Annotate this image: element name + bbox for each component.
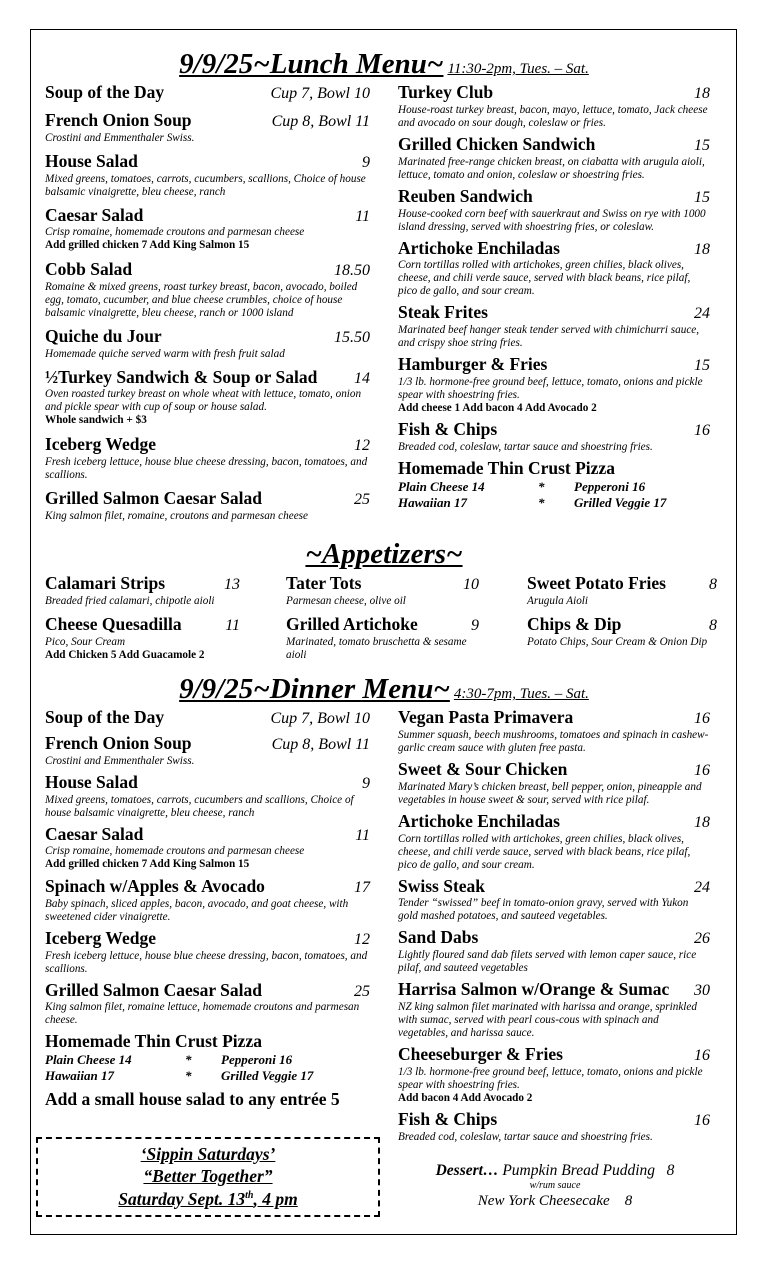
menu-item-row [45, 259, 370, 281]
menu-item [398, 354, 710, 415]
item-description: Summer squash, beech mushrooms, tomatoes and spinach in cashew-garlic cream sauce with gluten free pasta. [398, 728, 709, 754]
menu-item [45, 733, 370, 768]
item-description: NZ king salmon filet marinated with harissa and orange, sprinkled with sumac, served with pearl cous-cous with spinach and vegetables, and harissa sauce. [398, 1001, 697, 1040]
item-name: Vegan Pasta Primavera [398, 707, 574, 727]
pizza-option: Plain Cheese 14 [45, 1052, 132, 1068]
menu-item [398, 927, 710, 975]
item-name: Soup of the Day [45, 82, 165, 102]
item-price: 15 [694, 136, 710, 154]
item-price: 15 [694, 357, 710, 375]
menu-item-row [398, 82, 710, 104]
item-price: 11 [225, 616, 240, 634]
dessert-line-2 [390, 1192, 720, 1212]
item-addons: Add Chicken 5 Add Guacamole 2 [45, 648, 205, 661]
item-description: Marinated beef hanger steak tender served with chimichurri sauce, and crispy shoe string fries. [398, 324, 700, 350]
lunch-right-column [398, 82, 710, 511]
item-name: Swiss Steak [398, 875, 486, 896]
dinner-right-column [398, 707, 710, 1148]
dessert-line-1 [390, 1162, 720, 1179]
menu-item-row [398, 354, 710, 376]
spacer [398, 1144, 710, 1148]
menu-item [398, 876, 710, 924]
menu-item [398, 979, 710, 1040]
dinner-title: 9/9/25~Dinner Menu~ [179, 673, 450, 705]
item-price: 24 [694, 878, 710, 896]
item-description: Corn tortillas rolled with artichokes, green chilies, black olives, cheese, and chili verde sauce, served with black beans, rice pilaf, pico de gallo, and sour cream. [398, 259, 691, 298]
item-description: Marinated Mary’s chicken breast, bell pepper, onion, pineapple and vegetables in house sweet & sour, served with rice pilaf. [398, 780, 702, 806]
item-name: Quiche du Jour [45, 325, 162, 346]
menu-item-row [398, 238, 710, 260]
menu-item [45, 928, 370, 976]
pizza-name: Homemade Thin Crust Pizza [398, 458, 615, 479]
item-name: French Onion Soup [45, 109, 192, 130]
item-name: Hamburger & Fries [398, 354, 548, 375]
item-name: Artichoke Enchiladas [398, 237, 560, 258]
item-name: Caesar Salad [45, 204, 144, 225]
dessert-price-2: 8 [624, 1193, 633, 1210]
item-name: Harrisa Salmon w/Orange & Sumac [398, 979, 670, 1000]
item-addons: Add grilled chicken 7 Add King Salmon 15 [45, 239, 250, 252]
menu-item-row [527, 573, 717, 595]
lunch-header [0, 50, 768, 79]
item-description: Crisp romaine, homemade croutons and parmesan cheese [45, 226, 305, 239]
item-name: Fish & Chips [398, 1109, 498, 1130]
menu-item-row [45, 434, 370, 456]
menu-item [286, 614, 479, 662]
menu-item-row [398, 419, 710, 441]
menu-item-row [398, 811, 710, 833]
promo-line-1: ‘Sippin Saturdays’ [140, 1144, 276, 1164]
dinner-hours: 4:30-7pm, Tues. – Sat. [453, 686, 589, 702]
pizza-separator: * [185, 1052, 192, 1068]
menu-item-row [398, 927, 710, 949]
item-price: 10 [463, 576, 479, 593]
item-price: 18 [694, 85, 710, 102]
menu-item [45, 876, 370, 924]
pizza-options-row [45, 1068, 370, 1084]
pizza-options-row [398, 495, 710, 511]
dinner-header [0, 675, 768, 704]
menu-item-row [398, 876, 710, 898]
item-name: Spinach w/Apples & Avocado [45, 875, 265, 896]
item-description: King salmon filet, romaine, croutons and parmesan cheese [45, 509, 308, 522]
menu-item [45, 82, 370, 104]
item-price: 30 [694, 982, 710, 1000]
menu-item-row [398, 759, 710, 781]
appetizers-column-1 [45, 573, 240, 668]
item-name: Cheese Quesadilla [45, 613, 182, 634]
pizza-section [398, 458, 710, 511]
item-name: French Onion Soup [45, 732, 192, 753]
item-price: 15.50 [334, 328, 370, 346]
item-name: Turkey Club [398, 82, 494, 102]
menu-item [45, 824, 370, 872]
menu-item-row [286, 614, 479, 636]
item-price: 16 [694, 710, 710, 727]
item-price: 12 [354, 436, 370, 454]
item-description: 1/3 lb. hormone-free ground beef, lettuce, tomato, onions and pickle spear with shoestring fries. [398, 376, 703, 402]
spacer [45, 662, 240, 668]
item-description: Crostini and Emmenthaler Swiss. [45, 131, 195, 144]
menu-item [398, 302, 710, 350]
menu-item-row [45, 928, 370, 950]
item-description: Mixed greens, tomatoes, carrots, cucumbers and scallions, Choice of house balsamic vinaigrette, bleu cheese, ranch [45, 793, 354, 819]
item-name: Fish & Chips [398, 419, 498, 440]
item-description: Fresh iceberg lettuce, house blue cheese dressing, bacon, tomatoes, and scallions. [45, 455, 368, 481]
menu-item-row [45, 573, 240, 595]
menu-item [45, 614, 240, 662]
item-price: 9 [471, 616, 479, 634]
item-price: 18.50 [334, 261, 370, 279]
item-description: Potato Chips, Sour Cream & Onion Dip [527, 635, 708, 648]
item-description: Breaded fried calamari, chipotle aioli [45, 594, 215, 607]
item-sizes: Cup 8, Bowl 11 [271, 112, 370, 130]
menu-item [398, 134, 710, 182]
pizza-options-row [398, 479, 710, 495]
menu-item-row [45, 824, 370, 846]
add-salad-note: Add a small house salad to any entrée 5 [45, 1088, 340, 1109]
promo-line-2: “Better Together” [143, 1166, 273, 1187]
menu-item [45, 205, 370, 253]
pizza-option: Pepperoni 16 [574, 478, 646, 494]
item-name: Soup of the Day [45, 707, 165, 727]
menu-item-row [45, 1031, 370, 1052]
menu-item [398, 811, 710, 872]
item-addons: Add cheese 1 Add bacon 4 Add Avocado 2 [398, 402, 597, 415]
menu-item [398, 759, 710, 807]
item-name: Caesar Salad [45, 823, 144, 844]
pizza-separator: * [538, 478, 545, 494]
item-description: Romaine & mixed greens, roast turkey breast, bacon, avocado, boiled egg, tomato, cucumber, and blue cheese crumbles, choice of house balsamic vinaigrette, bleu cheese, ranch or 1000 island [45, 280, 358, 319]
menu-item [398, 419, 710, 454]
item-price: 18 [694, 240, 710, 258]
menu-item-row [398, 134, 710, 156]
item-sizes: Cup 8, Bowl 11 [271, 735, 370, 753]
menu-item [45, 980, 370, 1028]
pizza-section [45, 1031, 370, 1084]
menu-item-row [45, 488, 370, 510]
item-name: Sweet Potato Fries [527, 573, 666, 593]
menu-item-row [45, 82, 370, 104]
item-name: House Salad [45, 771, 138, 792]
menu-item-row [45, 772, 370, 794]
dessert-item-2: New York Cheesecake [477, 1193, 610, 1210]
appetizers-header [0, 540, 768, 569]
item-description: Arugula Aioli [527, 594, 589, 607]
dessert-note: w/rum sauce [529, 1180, 581, 1192]
item-name: Tater Tots [286, 573, 362, 593]
item-name: Iceberg Wedge [45, 927, 156, 948]
menu-item [527, 614, 717, 649]
dessert-section [390, 1162, 720, 1212]
lunch-left-column [45, 82, 370, 529]
item-addons: Add bacon 4 Add Avocado 2 [398, 1091, 533, 1104]
appetizers-column-3 [527, 573, 717, 655]
item-price: 16 [694, 1112, 710, 1130]
item-price: 11 [355, 826, 370, 844]
dessert-item-1: Pumpkin Bread Pudding [502, 1162, 656, 1179]
menu-item [45, 488, 370, 523]
menu-item-row [398, 458, 710, 479]
menu-item-row [45, 733, 370, 755]
menu-item [45, 110, 370, 145]
promo-box [36, 1137, 380, 1217]
item-description: Crostini and Emmenthaler Swiss. [45, 754, 195, 767]
menu-item-row [527, 614, 717, 636]
menu-item-row [45, 876, 370, 898]
item-description: Fresh iceberg lettuce, house blue cheese dressing, bacon, tomatoes, and scallions. [45, 949, 368, 975]
lunch-title: 9/9/25~Lunch Menu~ [179, 48, 444, 80]
item-description: Oven roasted turkey breast on whole wheat with lettuce, tomato, onion and pickle spear with cup of soup or house salad. [45, 388, 362, 414]
dinner-left-column [45, 707, 370, 1109]
item-price: 9 [362, 774, 370, 792]
menu-item-row [398, 186, 710, 208]
item-addons: Add grilled chicken 7 Add King Salmon 15 [45, 858, 250, 871]
pizza-name: Homemade Thin Crust Pizza [45, 1031, 262, 1052]
menu-item [45, 573, 240, 608]
pizza-option: Plain Cheese 14 [398, 478, 485, 494]
item-name: Cheeseburger & Fries [398, 1044, 563, 1065]
item-description: 1/3 lb. hormone-free ground beef, lettuce, tomato, onions and pickle spear with shoestring fries. [398, 1065, 703, 1091]
menu-item-row [45, 707, 370, 729]
menu-item [45, 326, 370, 361]
item-price: 24 [694, 305, 710, 323]
item-description: Tender “swissed” beef in tomato-onion gravy, served with Yukon gold mashed potatoes, and sauteed vegetables. [398, 897, 689, 923]
menu-item-row [45, 151, 370, 173]
item-name: Artichoke Enchiladas [398, 810, 560, 831]
lunch-hours: 11:30-2pm, Tues. – Sat. [447, 61, 589, 77]
promo-line-3: Saturday Sept. 13th, 4 pm [118, 1188, 298, 1209]
menu-item-row [45, 367, 370, 389]
item-description: Marinated free-range chicken breast, on ciabatta with arugula aioli, lettuce, tomato and onion, coleslaw or shoestring fries. [398, 155, 705, 181]
item-description: Baby spinach, sliced apples, bacon, avocado, and goat cheese, with sweetened cider vinaigrette. [45, 897, 349, 923]
item-price: 9 [362, 153, 370, 171]
item-description: House-roast turkey breast, bacon, mayo, lettuce, tomato, Jack cheese and avocado on sour dough, coleslaw or fries. [398, 103, 708, 129]
item-name: Calamari Strips [45, 573, 166, 593]
item-price: 25 [354, 982, 370, 1000]
pizza-options-row [45, 1052, 370, 1068]
menu-item-row [398, 707, 710, 729]
menu-item-row [398, 979, 710, 1001]
item-description: Pico, Sour Cream [45, 635, 126, 648]
menu-item [398, 707, 710, 755]
item-sizes: Cup 7, Bowl 10 [270, 85, 370, 102]
menu-item-row [398, 1109, 710, 1131]
menu-item-row [45, 205, 370, 227]
item-addons: Whole sandwich + $3 [45, 414, 147, 427]
item-price: 17 [354, 878, 370, 896]
menu-item [527, 573, 717, 608]
item-price: 25 [354, 490, 370, 508]
item-price: 13 [224, 576, 240, 593]
pizza-option: Pepperoni 16 [221, 1052, 293, 1068]
menu-item [45, 772, 370, 820]
appetizers-column-2 [286, 573, 479, 668]
item-price: 16 [694, 761, 710, 779]
menu-item-row [45, 614, 240, 636]
menu-item-row [45, 980, 370, 1002]
item-description: Marinated, tomato bruschetta & sesame aioli [286, 635, 467, 661]
pizza-option: Grilled Veggie 17 [221, 1068, 314, 1084]
item-name: Sweet & Sour Chicken [398, 758, 568, 779]
item-name: Grilled Artichoke [286, 613, 418, 634]
menu-item [45, 367, 370, 428]
item-description: Crisp romaine, homemade croutons and parmesan cheese [45, 845, 305, 858]
item-name: House Salad [45, 150, 138, 171]
item-description: Homemade quiche served warm with fresh fruit salad [45, 347, 285, 360]
appetizers-title: ~Appetizers~ [305, 538, 463, 570]
item-name: Chips & Dip [527, 613, 622, 634]
menu-item-row [286, 573, 479, 595]
item-name: Grilled Chicken Sandwich [398, 133, 596, 154]
pizza-separator: * [538, 495, 545, 511]
menu-item-row [45, 110, 370, 132]
spacer [527, 649, 717, 655]
item-price: 18 [694, 813, 710, 831]
item-price: 16 [694, 422, 710, 440]
item-price: 15 [694, 188, 710, 206]
menu-item [45, 259, 370, 320]
spacer [286, 662, 479, 668]
item-name: Cobb Salad [45, 258, 133, 279]
menu-item-row [398, 1044, 710, 1066]
item-price: 8 [709, 616, 717, 634]
item-name: Sand Dabs [398, 927, 479, 948]
menu-item [398, 82, 710, 130]
item-description: Parmesan cheese, olive oil [286, 594, 406, 607]
item-description: King salmon filet, romaine lettuce, homemade croutons and parmesan cheese. [45, 1001, 360, 1027]
item-sizes: Cup 7, Bowl 10 [270, 710, 370, 727]
item-description: Mixed greens, tomatoes, carrots, cucumbers, scallions, Choice of house balsamic vinaigrette, bleu cheese, ranch [45, 172, 366, 198]
item-name: Reuben Sandwich [398, 185, 533, 206]
menu-item [45, 434, 370, 482]
pizza-option: Hawaiian 17 [45, 1068, 114, 1084]
menu-item [286, 573, 479, 608]
item-price: 8 [709, 576, 717, 593]
menu-item-row [45, 326, 370, 348]
menu-item [45, 707, 370, 729]
menu-item [398, 186, 710, 234]
item-name: Steak Frites [398, 302, 488, 323]
item-description: Lightly floured sand dab filets served with lemon caper sauce, rice pilaf, and sauteed vegetables [398, 949, 697, 975]
item-description: Breaded cod, coleslaw, tartar sauce and shoestring fries. [398, 441, 653, 454]
item-name: Iceberg Wedge [45, 433, 156, 454]
dessert-label: Dessert… [435, 1162, 499, 1179]
item-price: 16 [694, 1047, 710, 1065]
item-description: Breaded cod, coleslaw, tartar sauce and shoestring fries. [398, 1131, 653, 1144]
dessert-price-1: 8 [666, 1162, 675, 1179]
spacer [45, 523, 370, 529]
item-description: Corn tortillas rolled with artichokes, green chilies, black olives, cheese, and chili verde sauce, served with black beans, rice pilaf, pico de gallo, and sour cream. [398, 832, 691, 871]
item-price: 11 [355, 207, 370, 225]
item-price: 12 [354, 930, 370, 948]
item-description: House-cooked corn beef with sauerkraut and Swiss on rye with 1000 island dressing, served with shoestring fries, or coleslaw. [398, 207, 706, 233]
item-name: ½Turkey Sandwich & Soup or Salad [45, 366, 318, 387]
item-name: Grilled Salmon Caesar Salad [45, 979, 262, 1000]
item-name: Grilled Salmon Caesar Salad [45, 487, 262, 508]
menu-item [45, 151, 370, 199]
pizza-separator: * [185, 1068, 192, 1084]
item-price: 14 [354, 369, 370, 387]
pizza-option: Grilled Veggie 17 [574, 495, 667, 511]
item-price: 26 [694, 930, 710, 948]
menu-item [398, 1044, 710, 1105]
menu-item-row [398, 302, 710, 324]
menu-item [398, 238, 710, 299]
pizza-option: Hawaiian 17 [398, 495, 467, 511]
menu-item [398, 1109, 710, 1144]
